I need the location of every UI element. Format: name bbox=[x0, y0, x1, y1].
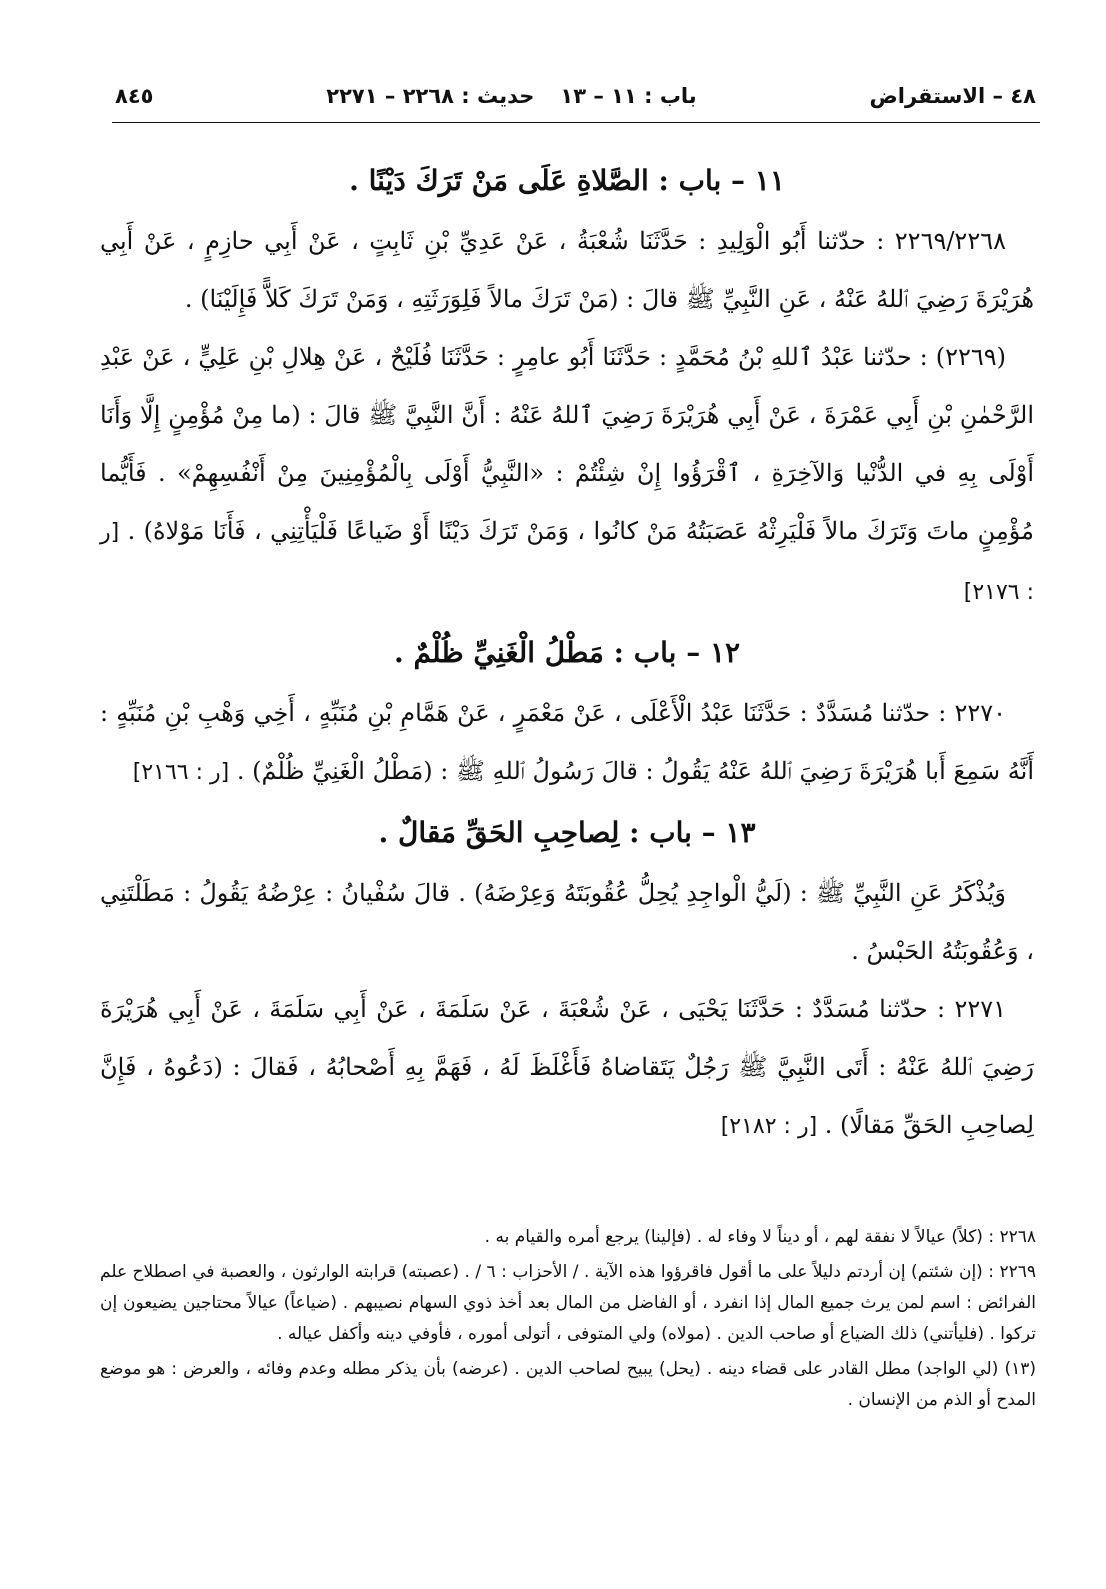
footnote-2268: ٢٢٦٨ : (كلاً) عيالاً لا نفقة لهم ، أو ديناً لا وفاء له . (فإلينا) يرجع أمره والقيام به . bbox=[484, 1227, 1036, 1247]
footnote-13: (١٣) (لي الواجد) مطل القادر على قضاء دينه . (يحل) يبيح لصاحب الدين . (عرضه) بأن يذكر مطله وعدم وفائه ، والعرض : هو موضع المدح أو الذم من الإنسان . bbox=[100, 1359, 1036, 1410]
footnote-2269: ٢٢٦٩ : (إن شئتم) إن أردتم دليلاً على ما أقول فاقرؤوا هذه الآية . / الأحزاب : ٦ / . (عصبته) قرابته الوارثون ، والعصبة في اصطلاح علم الفرائض : اسم لمن يرث جميع المال إذا انفرد ، أو الفاضل من المال بعد أخذ ذوي السهام نصيبهم . (ضياعاً) عيالاً محتاجين يضيعون إن تركوا . (فليأتني) ذلك الضياع أو صاحب الدين . (مولاه) ولي المتوفى ، أتولى أموره ، فأوفي دينه وأكفل عياله . bbox=[100, 1262, 1036, 1344]
bab-11-heading: ١١ – باب : الصَّلاةِ عَلَى مَنْ تَرَكَ دَيْنًا . bbox=[349, 164, 785, 197]
header-locator bbox=[326, 84, 696, 108]
page-number: ٨٤٥ bbox=[115, 84, 154, 108]
hadith-2269-paragraph bbox=[100, 328, 1034, 622]
hadith-2269-text: (٢٢٦٩) : حدّثنا عَبْدُ ٱللهِ بْنُ مُحَمَّدٍ : حَدَّثَنَا أَبُو عامِرٍ : حَدَّثَنَا فُلَيْحٌ ، عَنْ هِلالِ بْنِ عَلِيٍّ ، عَنْ عَبْدِ الرَّحْمٰنِ بْنِ أَبِي عَمْرَةَ ، عَنْ أَبِي هُرَيْرَةَ رَضِيَ ٱللهُ عَنْهُ : أَنَّ النَّبِيَّ ﷺ قالَ : (ما مِنْ مُؤْمِنٍ إِلَّا وَأَنَا أَوْلَى بِهِ في الدُّنْيا وَالآخِرَةِ ، ٱقْرَؤُوا إِنْ شِئْتُمْ : «النَّبِيُّ أَوْلَى بِالْمُؤْمِنِينَ مِنْ أَنْفُسِهِمْ» . فَأَيُّما مُؤْمِنٍ ماتَ وَتَرَكَ مالاً فَلْيَرِثْهُ عَصَبَتُهُ مَنْ كانُوا ، وَمَنْ تَرَكَ دَيْنًا أَوْ ضَياعًا فَلْيَأْتِنِي ، فَأَنَا مَوْلاهُ) . bbox=[100, 343, 1034, 545]
hadith-2271-text: ٢٢٧١ : حدّثنا مُسَدَّدٌ : حَدَّثَنَا يَحْيَى ، عَنْ شُعْبَةَ ، عَنْ سَلَمَةَ ، عَنْ أَبِي سَلَمَةَ ، عَنْ أَبِي هُرَيْرَةَ رَضِيَ ٱللهُ عَنْهُ : أَتَى النَّبِيَّ ﷺ رَجُلٌ يَتَقاضاهُ فَأَغْلَظَ لَهُ ، فَهَمَّ بِهِ أَصْحابُهُ ، فَقالَ : (دَعُوهُ ، فَإِنَّ لِصاحِبِ الحَقِّ مَقالًا) . bbox=[100, 995, 1034, 1139]
hadith-2270-reference: [ر : ٢١٦٦] bbox=[132, 760, 230, 785]
header-divider bbox=[112, 122, 1040, 123]
header-bab-range: باب : ١١ – ١٣ bbox=[560, 84, 697, 108]
header-chapter-title: ٤٨ – الاستقراض bbox=[869, 84, 1036, 108]
bab-12-heading: ١٢ – باب : مَطْلُ الْغَنِيِّ ظُلْمٌ . bbox=[393, 636, 741, 669]
bab-13-intro: وَيُذْكَرُ عَنِ النَّبِيِّ ﷺ : (لَيُّ الْواجِدِ يُحِلُّ عُقُوبَتَهُ وَعِرْضَهُ) . قالَ سُفْيانُ : عِرْضُهُ يَقُولُ : مَطَلْتَنِي ، وَعُقُوبَتُهُ الحَبْسُ . bbox=[100, 879, 1034, 965]
running-header bbox=[115, 76, 1036, 116]
hadith-2269-reference: [ر : ٢١٧٦] bbox=[100, 520, 1034, 605]
hadith-2268-paragraph: ٢٢٦٩/٢٢٦٨ : حدّثنا أَبُو الْوَلِيدِ : حَدَّثَنَا شُعْبَةُ ، عَنْ عَدِيِّ بْنِ ثَابِتٍ ، عَنْ أَبِي حازِمٍ ، عَنْ أَبِي هُرَيْرَةَ رَضِيَ ٱللهُ عَنْهُ ، عَنِ النَّبِيِّ ﷺ قالَ : (مَنْ تَرَكَ مالاً فَلِوَرَثَتِهِ ، وَمَنْ تَرَكَ كَلاًّ فَإِلَيْنَا) . bbox=[100, 227, 1034, 313]
page-body bbox=[100, 150, 1034, 1156]
hadith-2270-paragraph bbox=[100, 684, 1034, 802]
header-hadith-range: حديث : ٢٢٦٨ – ٢٢٧١ bbox=[326, 84, 535, 108]
hadith-2270-text: ٢٢٧٠ : حدّثنا مُسَدَّدٌ : حَدَّثَنَا عَبْدُ الْأَعْلَى ، عَنْ مَعْمَرٍ ، عَنْ هَمَّامِ بْنِ مُنَبِّهٍ ، أَخِي وَهْبِ بْنِ مُنَبِّهٍ : أَنَّهُ سَمِعَ أَبا هُرَيْرَةَ رَضِيَ ٱللهُ عَنْهُ يَقُولُ : قالَ رَسُولُ ٱللهِ ﷺ : (مَطْلُ الْغَنِيِّ ظُلْمٌ) . bbox=[100, 699, 1034, 785]
bab-13-heading: ١٣ – باب : لِصاحِبِ الحَقِّ مَقالٌ . bbox=[378, 816, 756, 849]
footnotes bbox=[100, 1222, 1036, 1416]
hadith-2271-reference: [ر : ٢١٨٢] bbox=[720, 1114, 818, 1139]
hadith-2271-paragraph bbox=[100, 980, 1034, 1156]
